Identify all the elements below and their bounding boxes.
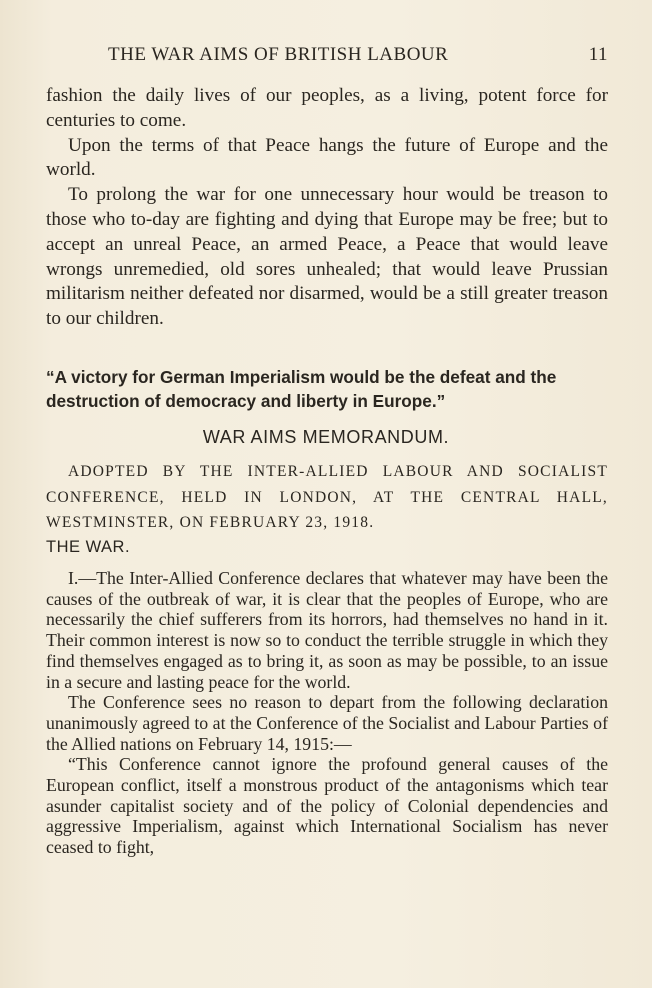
paragraph: To prolong the war for one unnecessary hour would be treason to those who to-day are fighting and dying that Europe may be free; but to accept an unreal Peace, an armed Peace, a Peace that would leave wrongs unremedied, old sores unhealed; that would leave Prussian militarism neither defeated nor disarmed, would be a still greater treason to our children. [46,184,608,330]
war-text-block [46,568,608,858]
paragraph: Upon the terms of that Peace hangs the future of Europe and the world. [46,134,608,181]
paragraph-continued: fashion the daily lives of our peoples, as a living, potent force for centuries to come. [46,85,608,131]
adopted-note [46,459,608,536]
page-number: 11 [588,44,608,65]
paragraph: “This Conference cannot ignore the profound general causes of the European conflict, itself a monstrous product of the antagonisms which tear asunder capitalist society and of the policy of Colonial dependencies and aggressive Imperialism, against which International Socialism has never ceased to fight, [46,754,608,858]
running-header [46,44,608,66]
body-text-block [46,84,608,332]
paragraph: I.—The Inter-Allied Conference declares that whatever may have been the causes of the outbreak of war, it is clear that the peoples of Europe, who are necessarily the chief sufferers from its horrors, had themselves no hand in it. Their common interest is now so to conduct the terrible struggle in which they find themselves engaged as to bring it, as soon as may be possible, to an issue in a secure and lasting peace for the world. [46,568,608,692]
adopted-note-text: ADOPTED BY THE INTER-ALLIED LABOUR AND SOCIALIST CONFERENCE, HELD IN LONDON, AT THE CENTRAL HALL, WESTMINSTER, ON FEBRUARY 23, 1918. [46,463,608,532]
section-title: WAR AIMS MEMORANDUM. [202,427,450,447]
running-title: THE WAR AIMS OF BRITISH LABOUR [108,44,449,65]
subheading: THE WAR. [46,538,131,556]
paragraph: The Conference sees no reason to depart from the following declaration unanimously agreed to at the Conference of the Socialist and Labour Parties of the Allied nations on February 14, 1915:— [46,692,608,754]
bold-quote: “A victory for German Imperialism would be the defeat and the destruction of democracy and liberty in Europe.” [46,367,557,411]
